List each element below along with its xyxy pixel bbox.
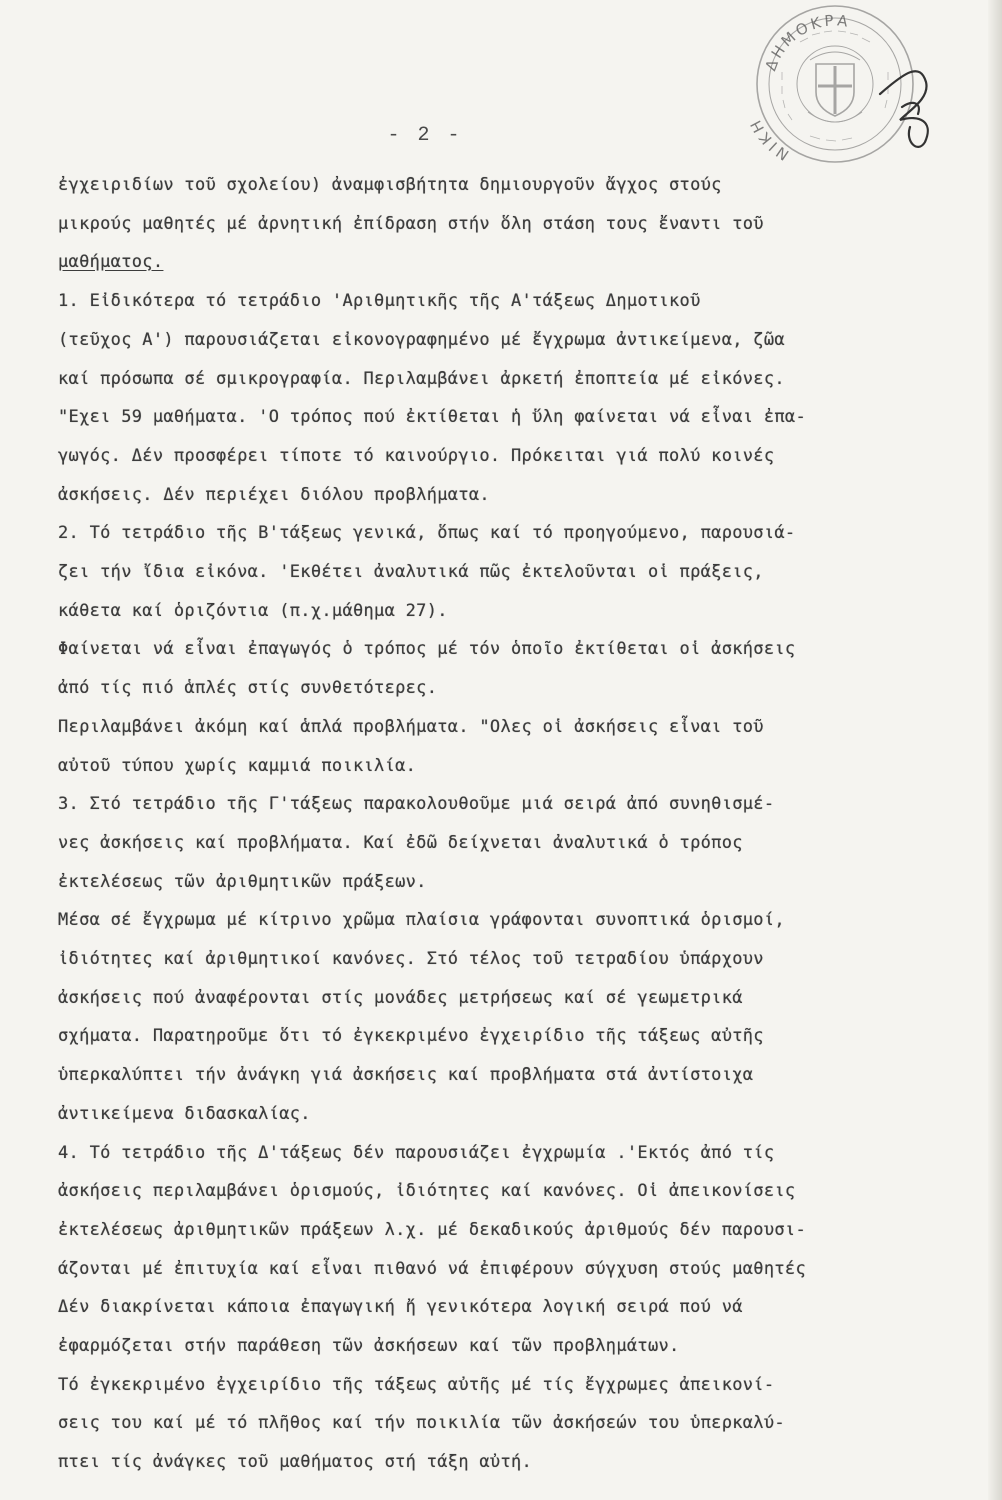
signature (880, 71, 928, 147)
text-line: ἀσκήσεις περιλαμβάνει ὁρισμούς, ἰδιότητες καί κανόνες. Οἱ ἀπεικονίσεις (58, 1181, 796, 1201)
text-line: Περιλαμβάνει ἀκόμη καί ἁπλά προβλήματα. "Ολες οἱ ἀσκήσεις εἶναι τοῦ (58, 717, 764, 737)
text-line: κάθετα καί ὁριζόντια (π.χ.μάθημα 27). (58, 601, 448, 621)
text-line: "Εχει 59 μαθήματα. 'Ο τρόπος πού ἐκτίθεται ἡ ὕλη φαίνεται νά εἶναι ἐπα- (58, 407, 806, 427)
page-edge-shadow (988, 0, 1002, 1500)
text-line: 4. Τό τετράδιο τῆς Δ'τάξεως δέν παρουσιάζει ἐγχρωμία .'Εκτός ἀπό τίς (58, 1143, 775, 1163)
text-line: πτει τίς ἀνάγκες τοῦ μαθήματος στή τάξη αὐτή. (58, 1452, 533, 1472)
text-line: ἐκτελέσεως τῶν ἀριθμητικῶν πράξεων. (58, 872, 427, 892)
text-line: 1. Εἰδικότερα τό τετράδιο 'Αριθμητικῆς τῆς Α'τάξεως Δημοτικοῦ (58, 291, 701, 311)
text-line: καί πρόσωπα σέ σμικρογραφία. Περιλαμβάνει ἀρκετή ἐποπτεία μέ εἰκόνες. (58, 369, 785, 389)
text-line: ἐγχειριδίων τοῦ σχολείου) ἀναμφισβήτητα δημιουργοῦν ἄγχος στούς (58, 175, 722, 195)
text-line: άζονται μέ ἐπιτυχία καί εἶναι πιθανό νά ἐπιφέρουν σύγχυση στούς μαθητές (58, 1259, 806, 1279)
stamp-ring-text: ΔΗΜΟΚΡΑ (761, 11, 852, 74)
text-line: ἀσκήσεις. Δέν περιέχει διόλου προβλήματα. (58, 485, 490, 505)
text-line: 3. Στό τετράδιο τῆς Γ'τάξεως παρακολουθοῦμε μιά σειρά ἀπό συνηθισμέ- (58, 794, 775, 814)
official-stamp (730, 2, 940, 172)
text-line: γωγός. Δέν προσφέρει τίποτε τό καινούργιο. Πρόκειται γιά πολύ κοινές (58, 446, 775, 466)
text-line: ζει τήν ἴδια εἰκόνα. 'Εκθέτει ἀναλυτικά πῶς ἐκτελοῦνται οἱ πράξεις, (58, 562, 764, 582)
text-line: ὑπερκαλύπτει τήν ἀνάγκη γιά ἀσκήσεις καί προβλήματα στά ἀντίστοιχα (58, 1065, 754, 1085)
text-line: σεις του καί μέ τό πλῆθος καί τήν ποικιλία τῶν ἀσκήσεών του ὑπερκαλύ- (58, 1413, 785, 1433)
text-line: (τεῦχος Α') παρουσιάζεται εἰκονογραφημένο μέ ἔγχρωμα ἀντικείμενα, ζῶα (58, 330, 785, 350)
text-line: αὐτοῦ τύπου χωρίς καμμιά ποικιλία. (58, 756, 417, 776)
text-line: ἀσκήσεις πού ἀναφέρονται στίς μονάδες μετρήσεως καί σέ γεωμετρικά (58, 988, 743, 1008)
text-line: Τό ἐγκεκριμένο ἐγχειρίδιο τῆς τάξεως αὐτῆς μέ τίς ἔγχρωμες ἀπεικονί- (58, 1375, 775, 1395)
text-line: Φαίνεται νά εἶναι ἐπαγωγός ὁ τρόπος μέ τόν ὁποῖο ἐκτίθεται οἱ ἀσκήσεις (58, 639, 796, 659)
text-line: ἐκτελέσεως ἀριθμητικῶν πράξεων λ.χ. μέ δεκαδικούς ἀριθμούς δέν παρουσι- (58, 1220, 806, 1240)
stamp-side-text: ΝΙΚΗ (745, 114, 793, 164)
text-line: ἰδιότητες καί ἀριθμητικοί κανόνες. Στό τέλος τοῦ τετραδίου ὑπάρχουν (58, 949, 764, 969)
text-line: Μέσα σέ ἔγχρωμα μέ κίτρινο χρῶμα πλαίσια γράφονται συνοπτικά ὁρισμοί, (58, 910, 785, 930)
text-line: μαθήματος. (58, 252, 164, 272)
text-line: Δέν διακρίνεται κάποια ἐπαγωγική ἤ γενικότερα λογική σειρά πού νά (58, 1297, 743, 1317)
text-line: νες ἀσκήσεις καί προβλήματα. Καί ἐδῶ δείχνεται ἀναλυτικά ὁ τρόπος (58, 833, 743, 853)
text-line: 2. Τό τετράδιο τῆς Β'τάξεως γενικά, ὅπως καί τό προηγούμενο, παρουσιά- (58, 523, 796, 543)
text-line: ἐφαρμόζεται στήν παράθεση τῶν ἀσκήσεων καί τῶν προβλημάτων. (58, 1336, 680, 1356)
text-line: μικρούς μαθητές μέ ἀρνητική ἐπίδραση στήν ὅλη στάση τους ἔναντι τοῦ (58, 214, 764, 234)
text-line: σχήματα. Παρατηροῦμε ὅτι τό ἐγκεκριμένο ἐγχειρίδιο τῆς τάξεως αὐτῆς (58, 1026, 764, 1046)
page-number: - 2 - (387, 124, 463, 147)
text-line: ἀντικείμενα διδασκαλίας. (58, 1104, 311, 1124)
text-line: ἀπό τίς πιό ἁπλές στίς συνθετότερες. (58, 678, 438, 698)
